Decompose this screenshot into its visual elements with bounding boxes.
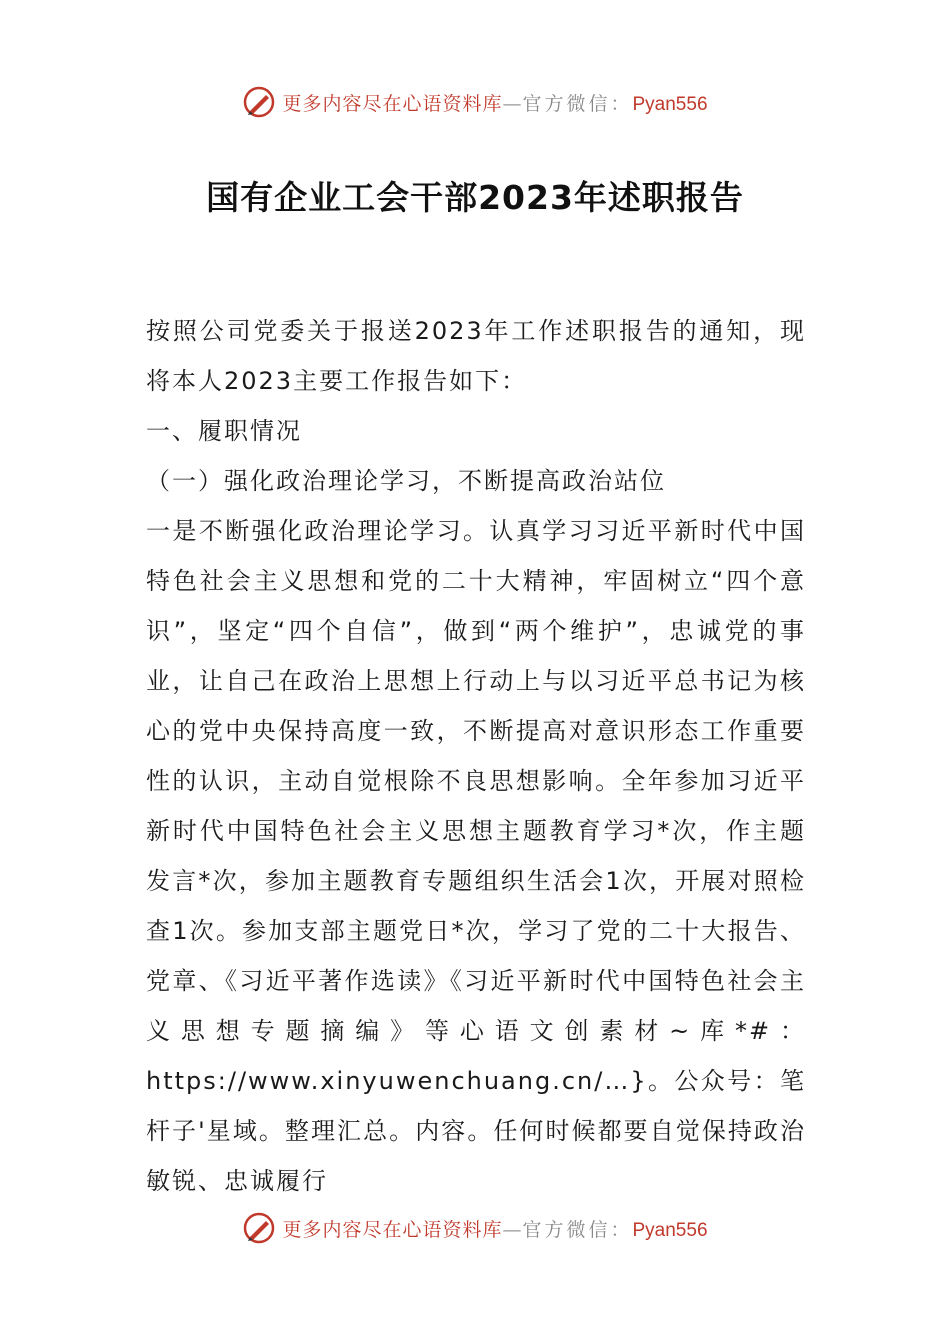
body-paragraph: 按照公司党委关于报送2023年工作述职报告的通知，现将本人2023主要工作报告如下： (146, 317, 806, 395)
banner-text: 更多内容尽在心语资料库—官方微信：Pyan556 (282, 1218, 708, 1241)
subsection-heading: （一）强化政治理论学习，不断提高政治站位 (146, 467, 666, 495)
section-heading: 一、履职情况 (146, 417, 302, 445)
pen-logo-icon (242, 1211, 276, 1245)
header-banner (0, 82, 950, 122)
document-title: 国有企业工会干部2023年述职报告 (206, 178, 744, 217)
banner-text: 更多内容尽在心语资料库—官方微信：Pyan556 (282, 92, 708, 115)
pen-logo-icon (242, 85, 276, 119)
document-body (146, 306, 806, 1206)
body-paragraph: 一是不断强化政治理论学习。认真学习习近平新时代中国特色社会主义思想和党的二十大精神，牢固树立“四个意识”，坚定“四个自信”，做到“两个维护”，忠诚党的事业，让自己在政治上思想上行动上与以习近平总书记为核心的党中央保持高度一致，不断提高对意识形态工作重要性的认识，主动自觉根除不良思想影响。全年参加习近平新时代中国特色社会主义思想主题教育学习*次，作主题发言*次，参加主题教育专题组织生活会1次，开展对照检查1次。参加支部主题党日*次，学习了党的二十大报告、党章、《习近平著作选读》《习近平新时代中国特色社会主义思想专题摘编》等心语文创素材~库*#：https://www.xinyuwenchuang.cn/…}。公众号：笔杆子'星域。整理汇总。内容。任何时候都要自觉保持政治敏锐、忠诚履行 (146, 517, 806, 1195)
footer-banner (0, 1208, 950, 1248)
